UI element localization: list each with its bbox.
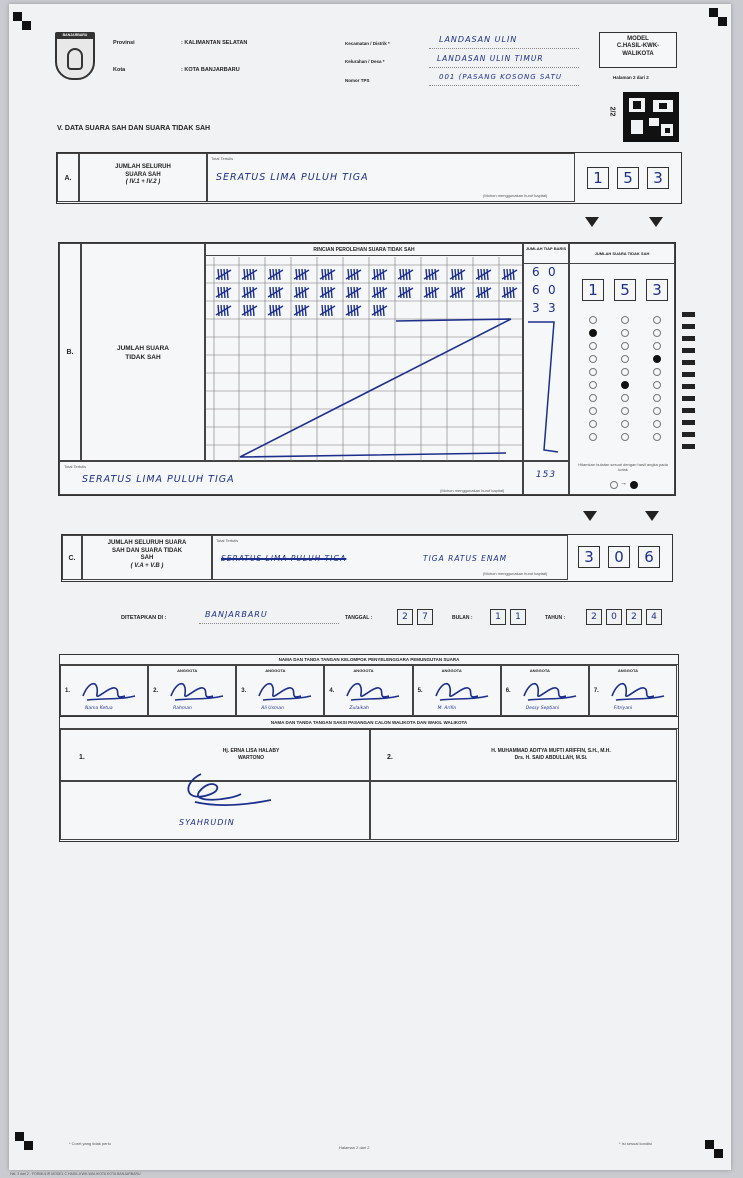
answer-bubble[interactable] bbox=[589, 407, 597, 415]
footer-left: * Coret yang tidak perlu bbox=[69, 1141, 111, 1146]
row-total-column bbox=[523, 243, 569, 461]
row-total-digit: 0 bbox=[548, 265, 557, 279]
bubble-note: Hitamkan bulatan sesuai dengan hasil angka pada kotak bbox=[578, 462, 668, 472]
answer-bubble[interactable] bbox=[621, 381, 629, 389]
tally-stroke bbox=[455, 287, 456, 298]
kpps-member-role: ANGGOTA bbox=[265, 668, 286, 673]
tally-stroke bbox=[273, 287, 274, 298]
saksi-paslon-2-name: H. MUHAMMAD ADITYA MUFTI ARIFFIN, S.H., M.H. bbox=[491, 748, 611, 754]
kpps-member-no: 5. bbox=[417, 688, 423, 694]
tally-stroke bbox=[299, 287, 300, 298]
saksi-paslon-1-name: Hj. ERNA LISA HALABY bbox=[222, 748, 280, 754]
arrow-down-icon bbox=[585, 217, 599, 227]
kpps-member-no: 4. bbox=[329, 688, 335, 694]
answer-bubble[interactable] bbox=[653, 329, 661, 337]
section-c-digit-units: 6 bbox=[638, 546, 660, 568]
tally-stroke bbox=[221, 287, 222, 298]
kpps-signature bbox=[428, 676, 498, 706]
kpps-signature bbox=[339, 676, 409, 706]
row-total-strike bbox=[524, 320, 568, 460]
kpps-member-cell bbox=[589, 665, 677, 716]
kpps-member-role: ANGGOTA bbox=[441, 668, 462, 673]
tahun-digit-3: 2 bbox=[626, 609, 642, 625]
section-a-digit-tens: 5 bbox=[617, 167, 639, 189]
tally-stroke bbox=[279, 287, 280, 298]
tally-stroke bbox=[351, 305, 352, 316]
answer-bubble[interactable] bbox=[621, 355, 629, 363]
section-a-tertulis-cell bbox=[207, 153, 575, 202]
section-c-label: JUMLAH SELURUH SUARA SAH DAN SUARA TIDAK SAH bbox=[107, 540, 187, 561]
tally-stroke bbox=[227, 269, 228, 280]
registration-mark-bottom-left bbox=[15, 1132, 24, 1141]
section-title: V. DATA SUARA SAH DAN SUARA TIDAK SAH bbox=[57, 125, 211, 132]
logo-emblem bbox=[67, 48, 83, 70]
kpps-signature bbox=[604, 676, 674, 706]
kpps-member-name: Ali Usman bbox=[261, 706, 284, 711]
ditetapkan-underline bbox=[199, 623, 339, 624]
kpps-member-no: 7. bbox=[593, 688, 599, 694]
arrow-down-icon bbox=[583, 511, 597, 521]
section-a-label: JUMLAH SELURUH SUARA SAH bbox=[115, 164, 171, 178]
tally-grid bbox=[205, 243, 523, 461]
section-c-digit-tens: 0 bbox=[608, 546, 630, 568]
section-c-crossed-value: SERATUS LIMA PULUH TIGA bbox=[221, 554, 347, 563]
row-total-digit: 6 bbox=[532, 265, 541, 279]
tahun-digit-4: 4 bbox=[646, 609, 662, 625]
tally-stroke bbox=[507, 287, 508, 298]
kpps-signature bbox=[251, 676, 321, 706]
tally-stroke bbox=[487, 269, 488, 280]
answer-bubble[interactable] bbox=[653, 433, 661, 441]
kota-value: : KOTA BANJARBARU bbox=[181, 67, 240, 73]
answer-bubble[interactable] bbox=[589, 329, 597, 337]
kpps-member-name: M. Arifin bbox=[437, 706, 457, 711]
form-sheet bbox=[9, 4, 731, 1170]
kpps-member-cell bbox=[413, 665, 501, 716]
tally-stroke bbox=[383, 287, 384, 298]
tally-stroke bbox=[253, 305, 254, 316]
kpps-member-cell bbox=[236, 665, 324, 716]
tally-stroke bbox=[513, 269, 514, 280]
tally-stroke bbox=[221, 269, 222, 280]
answer-bubble[interactable] bbox=[589, 433, 597, 441]
kpps-signature bbox=[516, 676, 586, 706]
tally-stroke bbox=[383, 269, 384, 280]
logo-text: BANJARBARU bbox=[62, 33, 88, 37]
answer-bubble[interactable] bbox=[589, 316, 597, 324]
kpps-member-name: Fitriyani bbox=[613, 706, 633, 711]
section-b-letter: B. bbox=[59, 243, 81, 461]
halaman-label: Halaman 2 dari 2 bbox=[613, 75, 649, 80]
tahun-label: TAHUN : bbox=[545, 615, 566, 621]
kpps-member-cell bbox=[148, 665, 236, 716]
tally-stroke bbox=[429, 269, 430, 280]
section-b-digit-hundreds: 1 bbox=[582, 279, 604, 301]
section-b-digit-units: 3 bbox=[646, 279, 668, 301]
section-a-note: (Mohon menggunakan huruf kapital) bbox=[483, 193, 548, 198]
tally-stroke bbox=[513, 287, 514, 298]
bulan-digit-2: 1 bbox=[510, 609, 526, 625]
answer-bubble[interactable] bbox=[621, 433, 629, 441]
answer-bubble[interactable] bbox=[621, 407, 629, 415]
kpps-member-role: ANGGOTA bbox=[353, 668, 374, 673]
section-b-note: (Mohon menggunakan huruf kapital) bbox=[440, 488, 505, 493]
saksi-sign-2 bbox=[370, 781, 677, 840]
rincian-title: RINCIAN PEROLEHAN SUARA TIDAK SAH bbox=[206, 244, 522, 256]
bottom-strip: Hal. 2 dari 2 - FORMULIR MODEL C.HASIL-KWK-WALIKOTA KOTA BANJARBARU bbox=[10, 1172, 141, 1176]
tally-stroke bbox=[331, 305, 332, 316]
section-c-letter: C. bbox=[62, 535, 82, 580]
saksi-signature bbox=[171, 764, 291, 814]
total-bubble-column bbox=[569, 243, 675, 495]
kpps-member-name: Dessy Septiani bbox=[525, 706, 560, 711]
section-a-digit-hundreds: 1 bbox=[587, 167, 609, 189]
section-b-tertulis-label: Total Tertulis bbox=[64, 464, 87, 469]
answer-bubble[interactable] bbox=[653, 368, 661, 376]
provinsi-label: Provinsi bbox=[113, 40, 135, 46]
kpps-member-cell bbox=[501, 665, 589, 716]
tanggal-digit-1: 2 bbox=[397, 609, 413, 625]
tally-stroke bbox=[409, 287, 410, 298]
tally-stroke bbox=[357, 287, 358, 298]
ditetapkan-label: DITETAPKAN DI : bbox=[121, 615, 167, 621]
row-total-digit: 0 bbox=[548, 283, 557, 297]
saksi-sign-1 bbox=[60, 781, 370, 840]
answer-bubble[interactable] bbox=[621, 316, 629, 324]
tally-stroke bbox=[435, 287, 436, 298]
saksi-paslon-1-no: 1. bbox=[79, 754, 85, 761]
footer-center: Halaman 2 dari 2 bbox=[339, 1145, 370, 1150]
row-total-digit: 3 bbox=[548, 301, 557, 315]
saksi-paslon-2-no: 2. bbox=[387, 754, 393, 761]
tally-stroke bbox=[351, 287, 352, 298]
tally-stroke bbox=[325, 305, 326, 316]
section-c-tertulis-label: Total Tertulis bbox=[216, 538, 239, 543]
kpps-member-name: Zulaikah bbox=[349, 706, 369, 711]
tally-stroke bbox=[305, 305, 306, 316]
registration-mark-bottom-right-2 bbox=[714, 1149, 723, 1158]
model-code: C.HASIL-KWK-WALIKOTA bbox=[616, 43, 660, 57]
tahun-digit-1: 2 bbox=[586, 609, 602, 625]
section-a-box bbox=[56, 152, 682, 204]
section-c-formula: ( V.A + V.B ) bbox=[130, 562, 164, 569]
qr-caption: 2/2 bbox=[608, 106, 616, 117]
section-c-digit-hundreds: 3 bbox=[578, 546, 600, 568]
kota-label: Kota bbox=[113, 67, 126, 73]
arrow-down-icon bbox=[645, 511, 659, 521]
tally-stroke bbox=[377, 287, 378, 298]
cross-out-diagonal bbox=[240, 319, 511, 457]
answer-bubble[interactable] bbox=[621, 420, 629, 428]
timing-marks bbox=[682, 312, 696, 452]
saksi-paslon-1-name2: WARTONO bbox=[237, 755, 265, 761]
tally-stroke bbox=[279, 269, 280, 280]
kpps-member-cell bbox=[60, 665, 148, 716]
tanggal-label: TANGGAL : bbox=[345, 615, 373, 621]
model-title: MODEL bbox=[627, 36, 649, 42]
section-b-tertulis-value: SERATUS LIMA PULUH TIGA bbox=[82, 474, 235, 485]
section-c-box bbox=[61, 534, 673, 582]
kpps-member-role: ANGGOTA bbox=[529, 668, 550, 673]
model-box bbox=[599, 32, 677, 68]
tally-grid-lines bbox=[206, 257, 522, 461]
kpps-member-role: ANGGOTA bbox=[617, 668, 638, 673]
tally-stroke bbox=[325, 287, 326, 298]
kpps-member-role: ANGGOTA bbox=[177, 668, 198, 673]
footer-right: * Isi sesuai kondisi bbox=[619, 1141, 652, 1146]
tally-stroke bbox=[305, 269, 306, 280]
kelurahan-label: Kelurahan / Desa * bbox=[345, 59, 385, 64]
tally-stroke bbox=[331, 269, 332, 280]
tally-stroke bbox=[325, 269, 326, 280]
registration-mark-top-left-2 bbox=[22, 21, 31, 30]
kpps-member-no: 1. bbox=[65, 688, 71, 694]
section-c-note: (Mohon menggunakan huruf kapital) bbox=[483, 571, 548, 576]
tally-stroke bbox=[247, 287, 248, 298]
answer-bubble[interactable] bbox=[621, 368, 629, 376]
qr-code bbox=[623, 92, 679, 142]
tally-stroke bbox=[279, 305, 280, 316]
saksi-paslon-2-name2: Drs. H. SAID ABDULLAH, M.Si. bbox=[514, 755, 588, 761]
kpps-member-no: 2. bbox=[153, 688, 159, 694]
section-a-tertulis-label: Total Tertulis bbox=[211, 156, 234, 161]
tally-stroke bbox=[487, 287, 488, 298]
answer-bubble[interactable] bbox=[653, 316, 661, 324]
tally-stroke bbox=[247, 305, 248, 316]
answer-bubble[interactable] bbox=[653, 407, 661, 415]
tally-stroke bbox=[461, 269, 462, 280]
section-a-formula: ( IV.1 + IV.2 ) bbox=[125, 179, 161, 185]
section-a-digit-units: 3 bbox=[647, 167, 669, 189]
kpps-member-name: Nama Ketua bbox=[85, 706, 113, 711]
saksi-paslon-2 bbox=[370, 729, 677, 781]
tally-stroke bbox=[403, 287, 404, 298]
tally-stroke bbox=[357, 269, 358, 280]
section-b-digit-tens: 5 bbox=[614, 279, 636, 301]
tally-stroke bbox=[409, 269, 410, 280]
kecamatan-label: Kecamatan / Distrik * bbox=[345, 41, 390, 46]
tally-stroke bbox=[357, 305, 358, 316]
tally-stroke bbox=[435, 269, 436, 280]
tally-stroke bbox=[351, 269, 352, 280]
kpps-member-no: 6. bbox=[505, 688, 511, 694]
kelurahan-value: LANDASAN ULIN TIMUR bbox=[437, 54, 544, 63]
bulan-label: BULAN : bbox=[452, 615, 473, 621]
tally-stroke bbox=[481, 287, 482, 298]
answer-bubble[interactable] bbox=[653, 342, 661, 350]
section-a-label-cell bbox=[79, 153, 207, 202]
registration-mark-top-left bbox=[13, 12, 22, 21]
kpps-member-no: 3. bbox=[241, 688, 247, 694]
answer-bubble[interactable] bbox=[653, 420, 661, 428]
tally-stroke bbox=[377, 305, 378, 316]
section-c-tertulis-value: TIGA RATUS ENAM bbox=[423, 554, 508, 563]
section-b-box bbox=[58, 242, 676, 496]
answer-bubble[interactable] bbox=[589, 355, 597, 363]
answer-bubble[interactable] bbox=[589, 342, 597, 350]
tally-stroke bbox=[403, 269, 404, 280]
tally-stroke bbox=[273, 305, 274, 316]
saksi-box bbox=[59, 716, 679, 842]
answer-bubble[interactable] bbox=[653, 355, 661, 363]
row-total-digit: 3 bbox=[532, 301, 541, 315]
tally-stroke bbox=[221, 305, 222, 316]
saksi-title: NAMA DAN TANDA TANGAN SAKSI PASANGAN CALON WALIKOTA DAN WAKIL WALIKOTA bbox=[60, 717, 678, 729]
provinsi-value: : KALIMANTAN SELATAN bbox=[181, 40, 248, 46]
tanggal-digit-2: 7 bbox=[417, 609, 433, 625]
tps-label: Nomor TPS bbox=[345, 78, 370, 83]
kpps-signature bbox=[75, 676, 145, 706]
section-b-small-total bbox=[523, 461, 569, 495]
saksi-signature-name: SYAHRUDIN bbox=[179, 818, 235, 827]
registration-mark-top-right bbox=[709, 8, 718, 17]
jumlah-tiap-baris-label: JUMLAH TIAP BARIS bbox=[524, 244, 568, 264]
kpps-signature bbox=[163, 676, 233, 706]
answer-bubble[interactable] bbox=[589, 368, 597, 376]
tally-stroke bbox=[273, 269, 274, 280]
city-logo bbox=[55, 32, 95, 80]
tps-value: 001 (PASANG KOSONG SATU bbox=[439, 73, 562, 81]
answer-bubble[interactable] bbox=[653, 394, 661, 402]
kpps-member-cell bbox=[324, 665, 412, 716]
tally-stroke bbox=[481, 269, 482, 280]
answer-bubble[interactable] bbox=[589, 381, 597, 389]
kpps-title: NAMA DAN TANDA TANGAN KELOMPOK PENYELENGGARA PEMUNGUTAN SUARA bbox=[60, 655, 678, 665]
arrow-down-icon bbox=[649, 217, 663, 227]
kecamatan-value: LANDASAN ULIN bbox=[439, 35, 518, 44]
tally-stroke bbox=[331, 287, 332, 298]
answer-bubble[interactable] bbox=[621, 329, 629, 337]
section-c-tertulis-cell bbox=[212, 535, 568, 580]
registration-mark-top-right-2 bbox=[718, 17, 727, 26]
tps-underline bbox=[429, 85, 579, 86]
tally-stroke bbox=[299, 305, 300, 316]
tally-stroke bbox=[305, 287, 306, 298]
tally-stroke bbox=[507, 269, 508, 280]
tally-stroke bbox=[227, 287, 228, 298]
section-a-letter: A. bbox=[57, 153, 79, 202]
section-b-small-total-value: 153 bbox=[535, 470, 557, 480]
kpps-member-name: Rahman bbox=[173, 706, 192, 711]
answer-bubble[interactable] bbox=[589, 420, 597, 428]
tally-stroke bbox=[461, 287, 462, 298]
tally-stroke bbox=[383, 305, 384, 316]
answer-bubble[interactable] bbox=[589, 394, 597, 402]
answer-bubble[interactable] bbox=[653, 381, 661, 389]
tally-stroke bbox=[299, 269, 300, 280]
jumlah-suara-tidak-sah-label: JUMLAH SUARA TIDAK SAH bbox=[570, 244, 674, 264]
kpps-box bbox=[59, 654, 679, 718]
registration-mark-bottom-left-2 bbox=[24, 1141, 33, 1150]
section-c-label-cell bbox=[82, 535, 212, 580]
tahun-digit-2: 0 bbox=[606, 609, 622, 625]
tally-stroke bbox=[429, 287, 430, 298]
row-total-digit: 6 bbox=[532, 283, 541, 297]
tally-stroke bbox=[253, 287, 254, 298]
answer-bubble[interactable] bbox=[621, 394, 629, 402]
kelurahan-underline bbox=[429, 67, 579, 68]
section-a-tertulis-value: SERATUS LIMA PULUH TIGA bbox=[216, 172, 369, 183]
bubble-example: → bbox=[610, 480, 640, 490]
section-b-label: JUMLAH SUARA TIDAK SAH bbox=[81, 243, 205, 461]
bulan-digit-1: 1 bbox=[490, 609, 506, 625]
kecamatan-underline bbox=[429, 48, 579, 49]
tally-stroke bbox=[247, 269, 248, 280]
tally-stroke bbox=[227, 305, 228, 316]
tally-stroke bbox=[377, 269, 378, 280]
tally-stroke bbox=[455, 269, 456, 280]
ditetapkan-place: BANJARBARU bbox=[205, 610, 268, 619]
answer-bubble[interactable] bbox=[621, 342, 629, 350]
section-b-tertulis-cell bbox=[59, 461, 523, 495]
tally-stroke bbox=[253, 269, 254, 280]
registration-mark-bottom-right bbox=[705, 1140, 714, 1149]
